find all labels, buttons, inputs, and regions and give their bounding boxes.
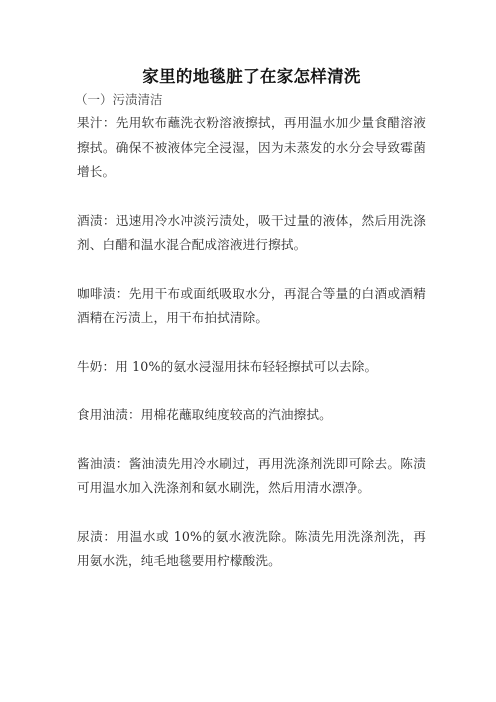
paragraph-juice: 果汁：先用软布蘸洗衣粉溶液擦拭，再用温水加少量食醋溶液擦拭。确保不被液体完全浸湿，因为未蒸发的水分会导致霉菌增长。 (77, 115, 426, 179)
paragraph-cooking-oil: 食用油渍：用棉花蘸取纯度较高的汽油擦拭。 (77, 407, 332, 422)
paragraph-urine: 尿渍：用温水或 10%的氨水液洗除。陈渍先用洗涤剂洗，再用氨水洗，纯毛地毯要用柠檬酸洗。 (77, 528, 426, 568)
document-title: 家里的地毯脏了在家怎样清洗 (142, 67, 361, 86)
paragraph-soy-sauce: 酱油渍：酱油渍先用冷水刷过，再用洗涤剂洗即可除去。陈渍可用温水加入洗涤剂和氨水刷洗，然后用清水漂净。 (77, 455, 426, 495)
paragraph-milk: 牛奶：用 10%的氨水浸湿用抹布轻轻擦拭可以去除。 (77, 358, 378, 374)
section-heading: （一）污渍清洁 (75, 92, 163, 107)
paragraph-coffee: 咖啡渍：先用干布或面纸吸取水分，再混合等量的白酒或酒精酒精在污渍上，用干布拍拭清除。 (77, 285, 426, 325)
paragraph-wine: 酒渍：迅速用冷水冲淡污渍处，吸干过量的液体，然后用洗涤剂、白醋和温水混合配成溶液进行擦拭。 (77, 212, 426, 252)
